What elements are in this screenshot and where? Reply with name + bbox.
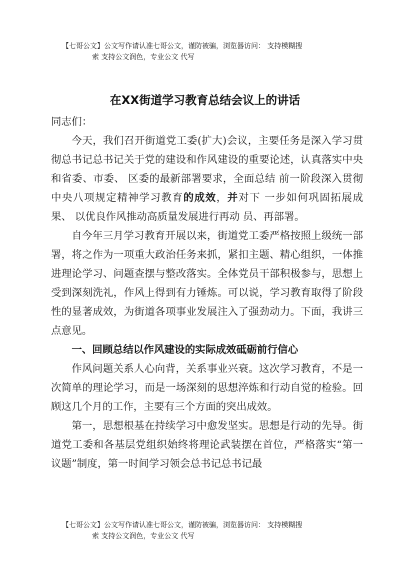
paragraph-section-1-point-1: 第一，思想根基在持续学习中愈发坚实。思想是行动的先导。街道党工委和各基层党组织始终将理论武装摆在首位，严格落实“第一议题”制度，第一时间学习领会总书记总书记最 [51, 420, 363, 470]
section-heading-1: 一、回顾总结以作风建设的实际成效砥砺前行信心 [71, 344, 299, 356]
paragraph-intro-bold-1: 的成效 [183, 192, 217, 204]
page-header-watermark [62, 41, 362, 63]
page-footer-watermark [62, 520, 362, 542]
paragraph-intro-text-a: 今天，我们召开街道党工委(扩大)会议，主要任务是深入学习贯彻总书记总书记关于党的建设和作风建设的重要论述，认真落实中央和省委、市委、 区委的最新部署要求，全面总结 前一阶段深入贯彻中央八项规定精神学习教育 [51, 135, 363, 204]
footer-line-1: 【七哥公文】公文写作请认准七哥公文，谨防被骗，浏览器访问： 支持模糊搜 [62, 521, 303, 529]
paragraph-intro-text-b: ， [216, 192, 228, 204]
paragraph-intro [51, 132, 363, 227]
header-line-2: 索 支持公文润色，专业公文 代写 [92, 53, 195, 61]
paragraph-intro-text-c: 对下 一步如何巩固拓展成果、 以优良作风推动高质量发展进行再动 员、再部署。 [51, 192, 364, 223]
document-body [51, 113, 363, 474]
paragraph-intro-bold-2: 并 [227, 192, 239, 204]
paragraph-background: 自今年三月学习教育开展以来，街道党工委严格按照上级统一部署，将之作为一项重大政治任务来抓，紧扣主题、精心组织，一体推进理论学习、问题查摆与整改落实。全体党员干部积极参与，思想上受到深刻洗礼，作风上得到有力锤炼。可以说，学习教育取得了阶段性的显著成效，为街道各项事业发展注入了强劲动力。下面，我讲三点意见。 [51, 230, 363, 337]
footer-line-2: 索 支持公文润色，专业公文 代写 [92, 532, 195, 540]
document-title: 在XX街道学习教育总结会议上的讲话 [109, 93, 301, 107]
salutation: 同志们： [51, 116, 93, 128]
paragraph-section-1-intro: 作风问题关系人心向背，关系事业兴衰。这次学习教育，不是一次简单的理论学习，而是一场深刻的思想淬炼和行动自觉的检验。回顾这几个月的工作，主要有三个方面的突出成效。 [51, 363, 363, 413]
header-line-1: 【七哥公文】公文写作请认准七哥公文，谨防被骗，浏览器访问： 支持模糊搜 [62, 42, 303, 50]
